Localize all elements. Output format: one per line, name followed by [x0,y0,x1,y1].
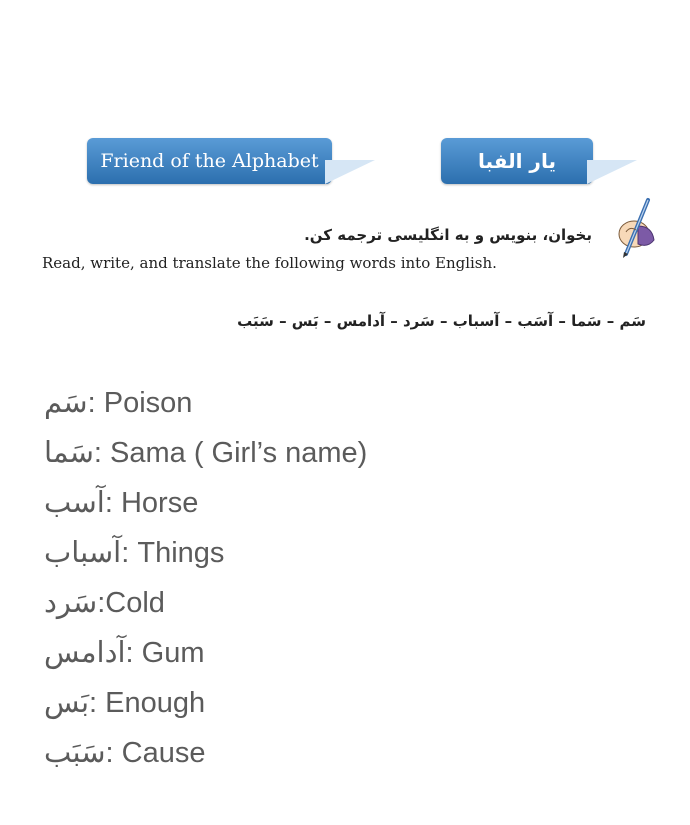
vocabulary-separator: : [89,687,106,719]
word-list-line: سَم – سَما – آسَب – آسباب – سَرد – آدامس – بَس – سَبَب [237,312,646,330]
vocabulary-meaning: Cold [105,587,165,619]
vocabulary-meaning: Enough [105,687,206,719]
vocabulary-separator: : [105,737,122,769]
vocabulary-item [44,533,367,583]
vocabulary-separator: : [121,537,138,569]
vocabulary-meaning: Poison [103,387,193,419]
vocabulary-separator: : [87,387,104,419]
title-banner-persian [441,138,593,184]
vocabulary-item [44,383,367,433]
vocabulary-item [44,683,367,733]
title-banner-english-text: Friend of the Alphabet [100,150,319,172]
instruction-english: Read, write, and translate the following words into English. [42,254,497,272]
vocabulary-word: سَما [44,437,94,469]
title-banner-persian-text: یار الفبا [478,149,556,173]
title-banner-english-tail [325,160,375,184]
vocabulary-word: آسب [44,487,105,519]
vocabulary-word: بَس [44,687,90,719]
vocabulary-item [44,633,367,683]
vocabulary-word: سَرد [44,587,98,619]
vocabulary-meaning: Cause [121,737,206,769]
vocabulary-item [44,733,367,783]
vocabulary-separator: : [93,437,111,469]
vocabulary-word: آسباب [44,537,122,569]
instruction-persian: بخوان، بنویس و به انگلیسی ترجمه کن. [304,226,592,244]
vocabulary-word: سَبَب [44,737,106,769]
title-banner-english [87,138,332,184]
vocabulary-meaning: Gum [141,637,205,669]
vocabulary-list [44,383,367,783]
vocabulary-word: آدامس [44,637,126,669]
title-banner-persian-tail [587,160,637,184]
vocabulary-meaning: Sama ( Girl’s name) [110,437,368,469]
vocabulary-separator: : [104,487,121,519]
vocabulary-separator: : [97,587,106,619]
vocabulary-separator: : [125,637,142,669]
vocabulary-item [44,433,367,483]
vocabulary-meaning: Horse [120,487,199,519]
vocabulary-item [44,583,367,633]
vocabulary-meaning: Things [137,537,225,569]
vocabulary-word: سَم [44,387,88,419]
hand-writing-with-pen-icon [608,196,658,258]
vocabulary-item [44,483,367,533]
